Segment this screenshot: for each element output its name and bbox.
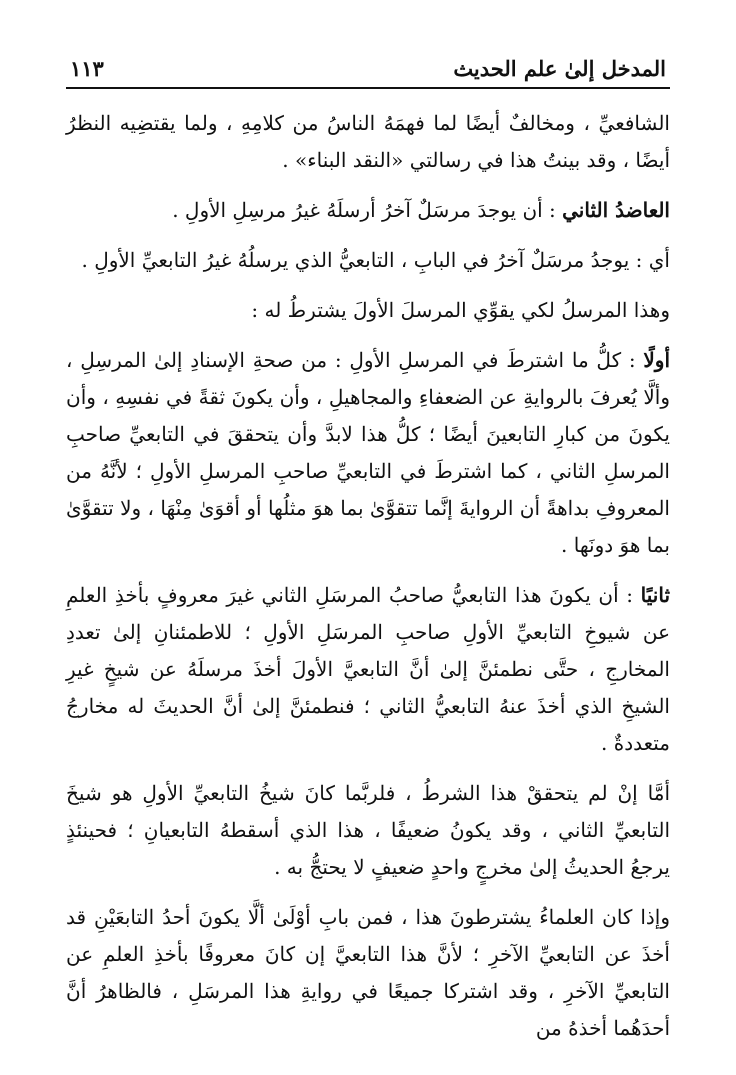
paragraph-text: أمَّا إنْ لم يتحققْ هذا الشرطُ ، فلربَّما كانَ شيخُ التابعيِّ الأولِ هو شيخَ التابعيِّ الثاني ، وقد يكونُ ضعيفًا ، هذا الذي أسقطهُ التابعيانِ ؛ فحينئذٍ يرجعُ الحديثُ إلىٰ مخرجٍ واحدٍ ضعيفٍ لا يحتجُّ به . <box>66 781 670 879</box>
page-number: ١١٣ <box>70 56 104 81</box>
book-title: المدخل إلىٰ علم الحديث <box>453 56 666 81</box>
page-body <box>66 105 670 1047</box>
paragraph-text: الشافعيِّ ، ومخالفٌ أيضًا لما فهمَهُ الناسُ من كلامِهِ ، ولما يقتضِيه النظرُ أيضًا ، وقد بينتُ هذا في رسالتي «النقد البناء» . <box>66 111 670 172</box>
paragraph-lead: أولًا <box>643 348 671 372</box>
paragraph-text: : كلُّ ما اشترطَ في المرسلِ الأولِ : من صحةِ الإسنادِ إلىٰ المرسِلِ ، وألَّا يُعرفَ بالروايةِ عن الضعفاءِ والمجاهيلِ ، وأن يكونَ ثقةً في نفسِهِ ، وأن يكونَ من كبارِ التابعينَ أيضًا ؛ كلُّ هذا لابدَّ وأن يتحققَ في التابعيِّ صاحبِ المرسلِ الثاني ، كما اشترطَ في التابعيِّ صاحبِ المرسلِ الأولِ ؛ لأنَّهُ من المعروفِ بداهةً أن الروايةَ إنَّما تتقوَّىٰ بما هوَ مثلُها أو أقوَىٰ مِنْهَا ، ولا تتقوَّىٰ بما هوَ دونَها . <box>66 348 670 557</box>
paragraph-lead: العاضدُ الثاني <box>562 198 670 222</box>
paragraph-text: : أن يوجدَ مرسَلٌ آخرُ أرسلَهُ غيرُ مرسِلِ الأولِ . <box>172 198 556 222</box>
paragraph <box>66 292 670 329</box>
paragraph <box>66 899 670 1047</box>
paragraph <box>66 577 670 762</box>
paragraph-text: وهذا المرسلُ لكي يقوِّي المرسلَ الأولَ يشترطُ له : <box>251 298 670 322</box>
paragraph <box>66 192 670 229</box>
paragraph <box>66 775 670 886</box>
paragraph <box>66 242 670 279</box>
paragraph <box>66 105 670 179</box>
running-header <box>66 56 670 89</box>
paragraph-text: وإذا كان العلماءُ يشترطونَ هذا ، فمن بابِ أوْلَىٰ ألَّا يكونَ أحدُ التابعَيْنِ قد أخذَ عن التابعيِّ الآخرِ ؛ لأنَّ هذا التابعيَّ إن كانَ معروفًا بأخذِ العلمِ عن التابعيِّ الآخرِ ، وقد اشتركا جميعًا في روايةِ هذا المرسَلِ ، فالظاهرُ أنَّ أحدَهُما أخذهُ من <box>66 905 670 1040</box>
paragraph-text: أي : يوجدُ مرسَلٌ آخرُ في البابِ ، التابعيُّ الذي يرسلُهُ غيرُ التابعيِّ الأولِ . <box>81 248 670 272</box>
paragraph-text: : أن يكونَ هذا التابعيُّ صاحبُ المرسَلِ الثاني غيرَ معروفٍ بأخذِ العلمِ عن شيوخِ التابعيِّ الأولِ صاحبِ المرسَلِ الأولِ ؛ للاطمئنانِ إلىٰ تعددِ المخارجِ ، حتَّى نطمئنَّ إلىٰ أنَّ التابعيَّ الأولَ أخذَ مرسلَهُ عن شيخٍ غيرِ الشيخِ الذي أخذَ عنهُ التابعيُّ الثاني ؛ فنطمئنَّ إلىٰ أنَّ الحديثَ له مخارجُ متعددةٌ . <box>66 583 670 755</box>
paragraph <box>66 342 670 564</box>
paragraph-lead: ثانيًا <box>640 583 671 607</box>
